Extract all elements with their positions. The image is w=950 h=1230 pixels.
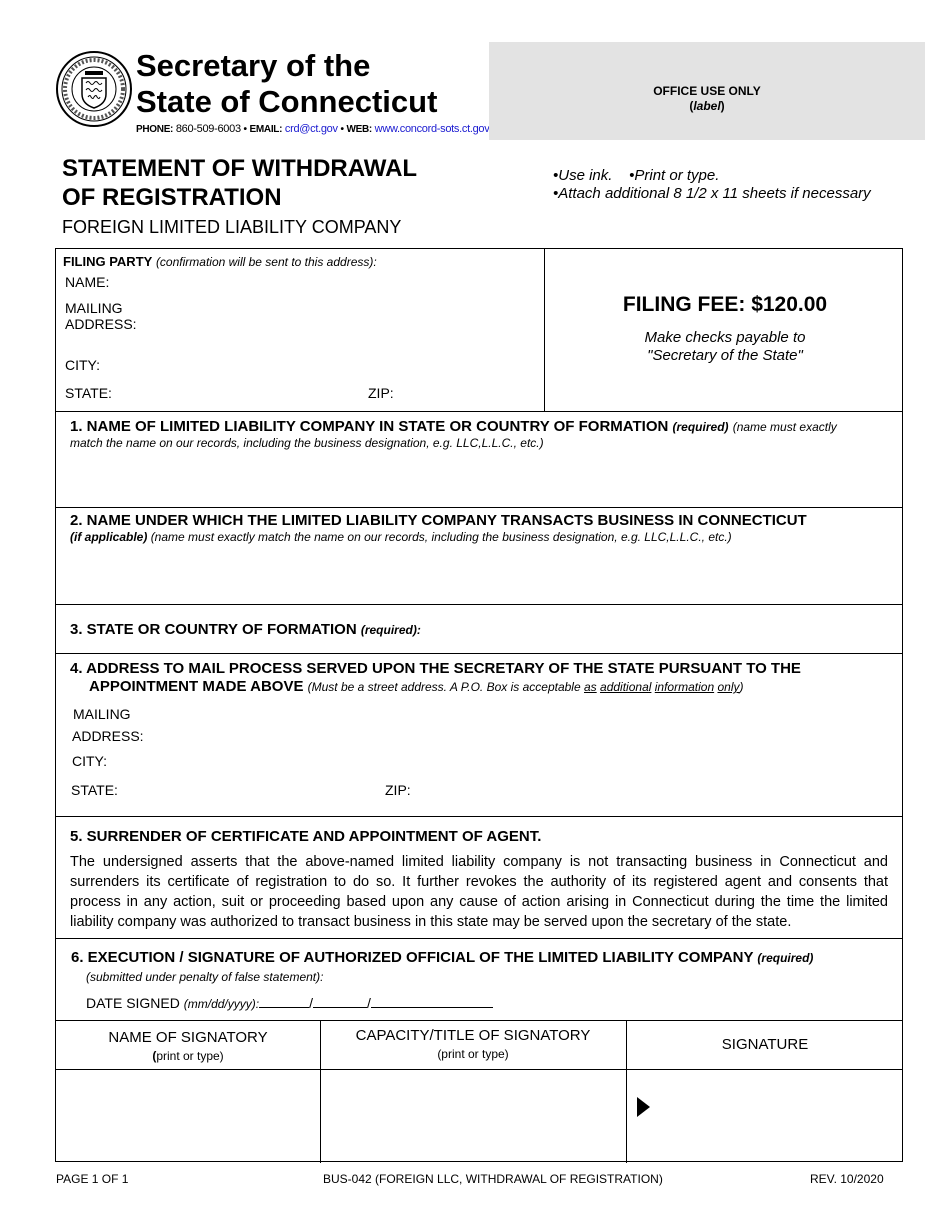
section-6-required: (required) (757, 951, 814, 965)
section-1-note-line2: match the name on our records, including the business designation, e.g. LLC,L.L.C., etc.) (70, 436, 544, 450)
divider (56, 507, 902, 508)
state-seal (55, 50, 133, 128)
section-5-text: The undersigned asserts that the above-named limited liability company is not transacting business in Connecticut and surrenders its certificate of registration to do so. It further revokes the authority of its registered agent and consents that process in any action, suit or proceeding based upon any cause of action arising in Connecticut during the time the limited liability company was authorized to transact business in this state may be served upon the secretary of the state. (70, 854, 888, 930)
signature-field[interactable] (627, 1070, 903, 1162)
filing-party-heading (63, 254, 377, 269)
divider (56, 411, 902, 412)
office-use-label-text: label (693, 99, 721, 113)
name-label: NAME: (65, 274, 110, 290)
divider (56, 1020, 902, 1021)
footer-form-id: BUS-042 (FOREIGN LLC, WITHDRAWAL OF REGISTRATION) (323, 1172, 663, 1186)
section-6-heading (71, 949, 813, 966)
section-4-heading: 4. ADDRESS TO MAIL PROCESS SERVED UPON THE SECRETARY OF THE STATE PURSUANT TO THE (70, 660, 801, 677)
instructions (553, 167, 871, 203)
section-2-note-text: (name must exactly match the name on our records, including the business designation, e.g. LLC,L.L.C., etc.) (150, 530, 732, 544)
web-label: WEB: (346, 124, 372, 135)
section-3-required: (required): (360, 623, 421, 637)
section-4-address-label: ADDRESS: (72, 728, 144, 744)
page-title-line1: STATEMENT OF WITHDRAWAL (62, 155, 418, 182)
date-separator: / (309, 995, 313, 1011)
section-4-note-as: as (584, 680, 597, 694)
mailing-label: MAILING (65, 300, 123, 316)
divider (56, 938, 902, 939)
phone-label: PHONE: (136, 124, 174, 135)
section-4-heading-line2 (89, 678, 743, 695)
footer-page: PAGE 1 OF 1 (56, 1172, 129, 1186)
instruction-ink: •Use ink. •Print or type. (553, 167, 720, 184)
divider (544, 249, 545, 411)
section-4-note-only: only (717, 680, 740, 694)
fee-instruction-line1: Make checks payable to (644, 329, 806, 346)
page-title-line2: OF REGISTRATION (62, 184, 282, 211)
web-link[interactable]: www.concord-sots.ct.gov (374, 123, 490, 135)
agency-name (136, 48, 437, 120)
filing-party-title: FILING PARTY (63, 254, 153, 269)
col-signature: SIGNATURE (721, 1036, 809, 1053)
agency-name-line1: Secretary of the (136, 48, 371, 83)
divider (56, 653, 902, 654)
sign-here-arrow-icon (637, 1097, 650, 1117)
divider (56, 816, 902, 817)
section-1-title: 1. NAME OF LIMITED LIABILITY COMPANY IN STATE OR COUNTRY OF FORMATION (70, 418, 669, 435)
section-4-note-information: information (654, 680, 715, 694)
date-month-input[interactable] (259, 994, 309, 1008)
city-label: CITY: (65, 357, 101, 373)
date-signed-label: DATE SIGNED (86, 995, 180, 1011)
section-4-city-label: CITY: (72, 753, 108, 769)
section-4-state-label: STATE: (71, 782, 118, 798)
section-2-if-applicable: (if applicable) (70, 530, 148, 544)
section-4-title-line2: APPOINTMENT MADE ABOVE (89, 678, 304, 695)
signatory-name-input[interactable] (57, 1070, 319, 1162)
section-4-note-additional: additional (600, 680, 652, 694)
section-1-required: (required) (672, 420, 729, 434)
col-signatory-title-sub: (print or type) (437, 1047, 509, 1061)
page-subtitle: FOREIGN LIMITED LIABILITY COMPANY (62, 217, 402, 237)
email-label: EMAIL: (249, 124, 283, 135)
office-use-title: OFFICE USE ONLY (653, 84, 761, 98)
section-4-note-close: ) (739, 680, 744, 694)
section-4-zip-label: ZIP: (385, 782, 411, 798)
fee-instruction-line2: "Secretary of the State" (647, 347, 803, 364)
section-4-note-text: (Must be a street address. A P.O. Box is acceptable (307, 680, 581, 694)
state-label: STATE: (65, 385, 112, 401)
section-5-heading: 5. SURRENDER OF CERTIFICATE AND APPOINTMENT OF AGENT. (70, 828, 542, 845)
section-6-title: 6. EXECUTION / SIGNATURE OF AUTHORIZED OFFICIAL OF THE LIMITED LIABILITY COMPANY (71, 949, 754, 966)
zip-label: ZIP: (368, 385, 394, 401)
footer-revision: REV. 10/2020 (810, 1172, 884, 1186)
col-signatory-title-title: CAPACITY/TITLE OF SIGNATORY (355, 1027, 591, 1044)
filing-party-note: (confirmation will be sent to this address): (155, 255, 377, 269)
phone-number: 860-509-6003 (175, 123, 241, 135)
contact-line (136, 123, 489, 135)
instruction-sheets: •Attach additional 8 1/2 x 11 sheets if necessary (553, 185, 871, 202)
agency-name-line2: State of Connecticut (136, 84, 438, 119)
email-link[interactable]: crd@ct.gov (284, 123, 338, 135)
form-body (55, 248, 903, 1162)
fee-instructions (546, 329, 904, 365)
section-2-heading: 2. NAME UNDER WHICH THE LIMITED LIABILITY COMPANY TRANSACTS BUSINESS IN CONNECTICUT (70, 512, 807, 529)
date-day-input[interactable] (313, 994, 367, 1008)
col-signatory-title (320, 1027, 626, 1063)
date-year-input[interactable] (371, 994, 493, 1008)
filing-fee: FILING FEE: $120.00 (622, 293, 828, 316)
address-label: ADDRESS: (65, 316, 137, 332)
col-signatory-name (56, 1029, 320, 1065)
bullet-sep: • (243, 124, 247, 135)
section-4-mailing-label: MAILING (73, 706, 131, 722)
section-2-note (70, 530, 732, 544)
section-6-penalty: (submitted under penalty of false statement): (86, 970, 324, 984)
col-signatory-name-sub (56, 1047, 320, 1065)
bullet-sep: • (340, 124, 344, 135)
col-signatory-name-title: NAME OF SIGNATORY (108, 1029, 268, 1046)
divider (56, 604, 902, 605)
col-signatory-name-paren: ( (152, 1049, 157, 1063)
section-4-note (308, 680, 744, 694)
section-3-title: 3. STATE OR COUNTRY OF FORMATION (70, 621, 357, 638)
date-signed-row (86, 994, 493, 1011)
section-1-note: (name must exactly (732, 420, 837, 434)
date-separator: / (367, 995, 371, 1011)
section-3-heading (70, 621, 421, 638)
page-title (62, 154, 417, 212)
section-1-heading (70, 418, 837, 435)
col-signatory-name-sub-text: print or type) (156, 1049, 224, 1063)
office-use-box (489, 42, 925, 140)
office-use-label: (label) (689, 99, 725, 113)
signatory-title-input[interactable] (321, 1070, 625, 1162)
date-format-hint: (mm/dd/yyyy): (183, 997, 260, 1011)
